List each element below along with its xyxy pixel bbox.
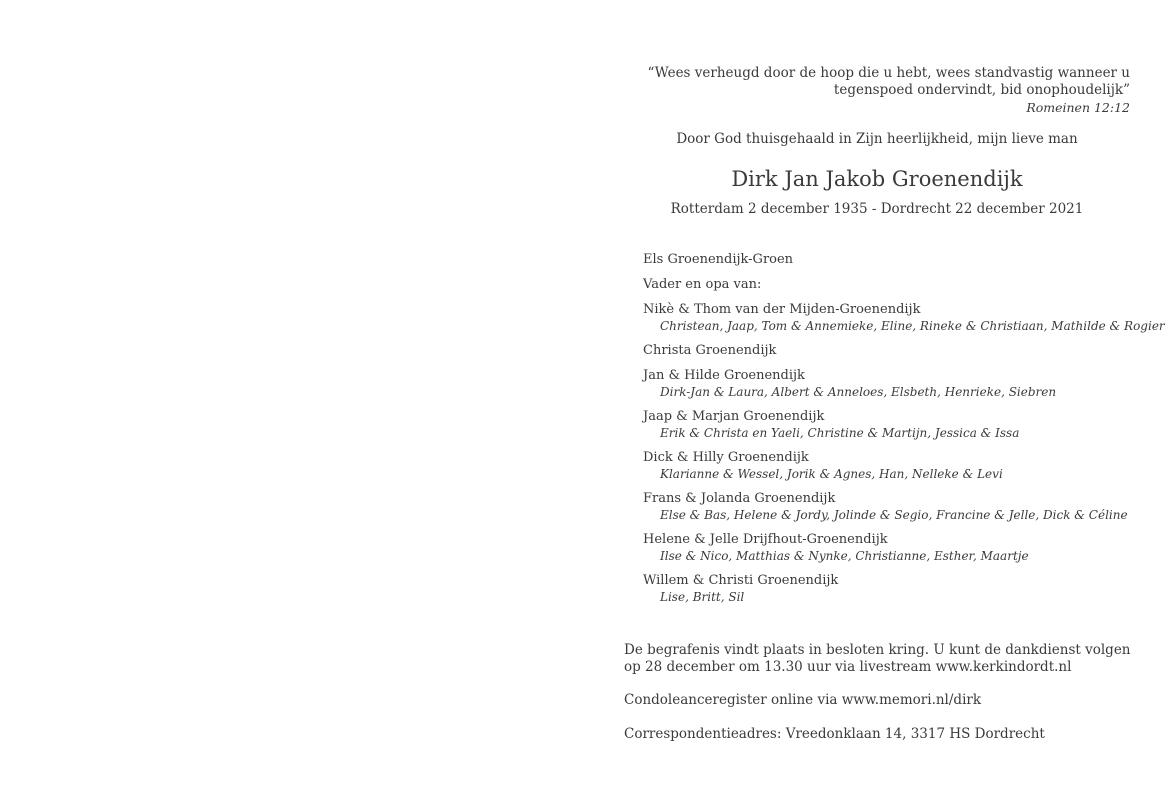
funeral-line-1: De begrafenis vindt plaats in besloten kring. U kunt de dankdienst volgen — [624, 642, 1131, 658]
spouse-name: Els Groenendijk-Groen — [643, 252, 794, 267]
condolence-register: Condoleanceregister online via www.memori.nl/dirk — [624, 692, 982, 708]
child-name: Christa Groenendijk — [643, 343, 777, 358]
child-name: Jaap & Marjan Groenendijk — [643, 409, 825, 424]
grandchildren-names: Erik & Christa en Yaeli, Christine & Martijn, Jessica & Issa — [660, 426, 1020, 440]
grandchildren-names: Ilse & Nico, Matthias & Nynke, Christianne, Esther, Maartje — [660, 549, 1029, 563]
funeral-notice — [624, 642, 1131, 676]
family-entry — [643, 531, 1165, 564]
family-entry — [643, 490, 1165, 523]
quote-reference: Romeinen 12:12 — [1026, 100, 1130, 115]
grandchildren-names: Christean, Jaap, Tom & Annemieke, Eline, Rineke & Christiaan, Mathilde & Rogier — [660, 319, 1165, 333]
family-entry — [643, 408, 1165, 441]
family-entry — [643, 367, 1165, 400]
family-entry — [643, 449, 1165, 482]
child-name: Nikè & Thom van der Mijden-Groenendijk — [643, 302, 921, 317]
funeral-line-2: op 28 december om 13.30 uur via livestream www.kerkindordt.nl — [624, 659, 1072, 675]
quote-line-2: tegenspoed ondervindt, bid onophoudelijk” — [833, 82, 1130, 98]
grandchildren-names: Lise, Britt, Sil — [660, 590, 745, 604]
child-name: Frans & Jolanda Groenendijk — [643, 491, 836, 506]
grandchildren-names: Dirk-Jan & Laura, Albert & Anneloes, Elsbeth, Henrieke, Siebren — [660, 385, 1057, 399]
birth-death-dates: Rotterdam 2 december 1935 - Dordrecht 22 december 2021 — [670, 201, 1084, 217]
family-list — [643, 251, 1165, 605]
family-entry — [643, 572, 1165, 605]
intro-text: Door God thuisgehaald in Zijn heerlijkheid, mijn lieve man — [676, 131, 1078, 147]
family-entry — [643, 301, 1165, 334]
bible-quote — [648, 65, 1130, 116]
child-name: Willem & Christi Groenendijk — [643, 573, 839, 588]
correspondence-address: Correspondentieadres: Vreedonklaan 14, 3317 HS Dordrecht — [624, 726, 1045, 742]
child-name: Helene & Jelle Drijfhout-Groenendijk — [643, 532, 888, 547]
grandchildren-names: Else & Bas, Helene & Jordy, Jolinde & Segio, Francine & Jelle, Dick & Céline — [660, 508, 1128, 522]
quote-line-1: “Wees verheugd door de hoop die u hebt, wees standvastig wanneer u — [647, 65, 1130, 81]
child-name: Jan & Hilde Groenendijk — [643, 368, 805, 383]
child-name: Dick & Hilly Groenendijk — [643, 450, 809, 465]
deceased-name: Dirk Jan Jakob Groenendijk — [731, 167, 1023, 191]
family-entry — [643, 342, 1165, 359]
grandchildren-names: Klarianne & Wessel, Jorik & Agnes, Han, Nelleke & Levi — [660, 467, 1003, 481]
parent-label: Vader en opa van: — [643, 277, 762, 292]
